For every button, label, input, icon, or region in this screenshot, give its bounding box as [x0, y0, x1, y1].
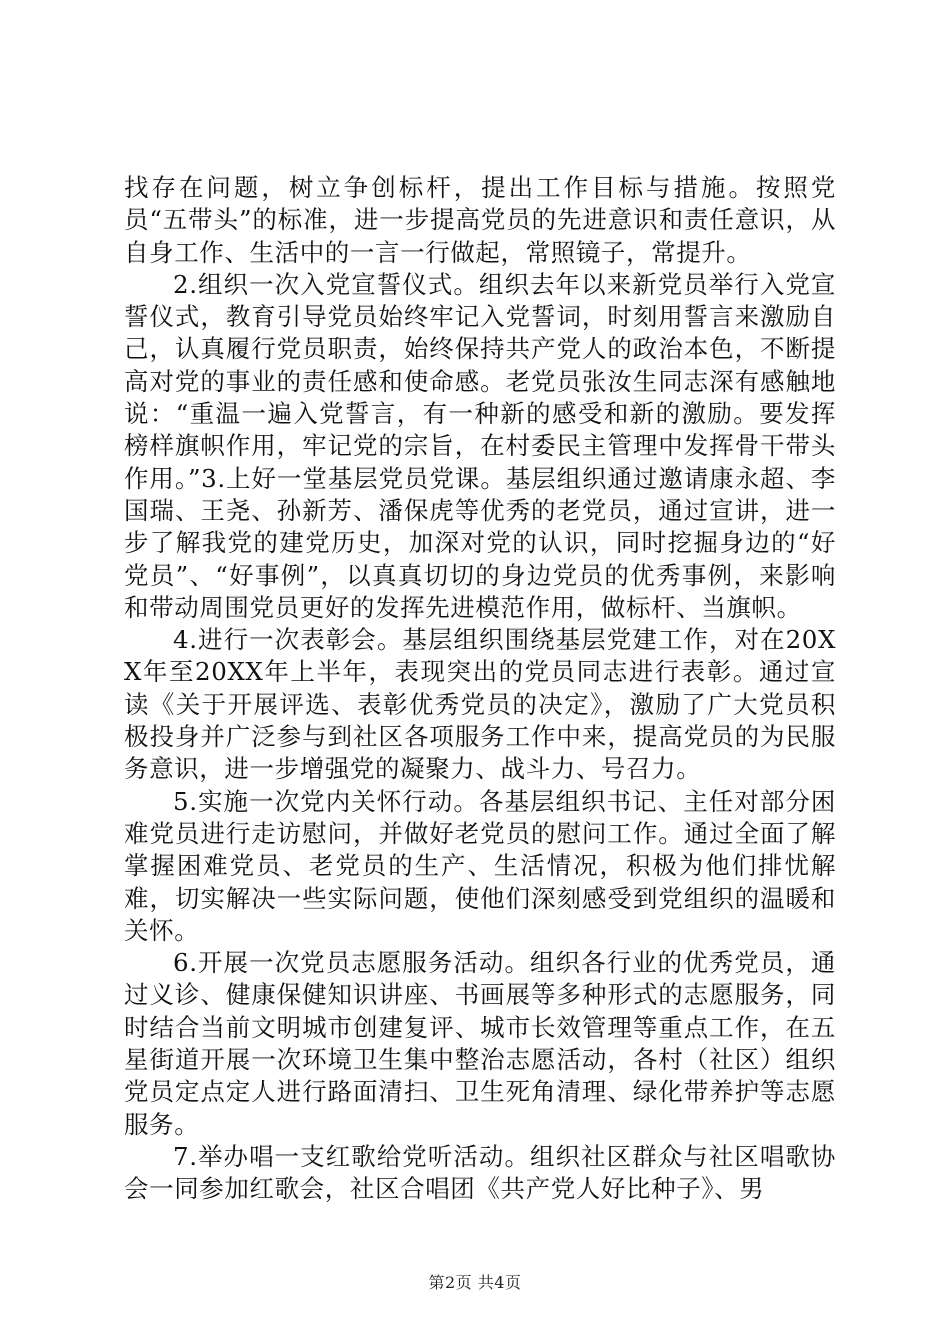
paragraph-item-6: 6.开展一次党员志愿服务活动。组织各行业的优秀党员，通过义诊、健康保健知识讲座、书画展等多种形式的志愿服务，同时结合当前文明城市创建复评、城市长效管理等重点工作，在五星街道开展一次环境卫生集中整治志愿活动，各村（社区）组织党员定点定人进行路面清扫、卫生死角清理、绿化带养护等志愿服务。 — [124, 948, 836, 1139]
page-footer: 第2页 共4页 — [428, 1273, 522, 1292]
paragraph-item-2-3: 2.组织一次入党宣誓仪式。组织去年以来新党员举行入党宣誓仪式，教育引导党员始终牢记入党誓词，时刻用誓言来激励自己，认真履行党员职责，始终保持共产党人的政治本色，不断提高对党的事业的责任感和使命感。老党员张汝生同志深有感触地说：“重温一遍入党誓言，有一种新的感受和新的激励。要发挥榜样旗帜作用，牢记党的宗旨，在村委民主管理中发挥骨干带头作用。”3.上好一堂基层党员党课。基层组织通过邀请康永超、李国瑞、王尧、孙新芳、潘保虎等优秀的老党员，通过宣讲，进一步了解我党的建党历史，加深对党的认识，同时挖掘身边的“好党员”、“好事例”，以真真切切的身边党员的优秀事例，来影响和带动周围党员更好的发挥先进模范作用，做标杆、当旗帜。 — [124, 269, 836, 622]
paragraph-item-7: 7.举办唱一支红歌给党听活动。组织社区群众与社区唱歌协会一同参加红歌会，社区合唱团《共产党人好比种子》、男 — [124, 1141, 836, 1204]
document-body — [124, 172, 836, 1206]
paragraph-continued: 找存在问题，树立争创标杆，提出工作目标与措施。按照党员“五带头”的标准，进一步提高党员的先进意识和责任意识，从自身工作、生活中的一言一行做起，常照镜子，常提升。 — [124, 173, 836, 267]
paragraph-item-4: 4.进行一次表彰会。基层组织围绕基层党建工作，对在20XX年至20XX年上半年，表现突出的党员同志进行表彰。通过宣读《关于开展评选、表彰优秀党员的决定》，激励了广大党员积极投身并广泛参与到社区各项服务工作中来，提高党员的为民服务意识，进一步增强党的凝聚力、战斗力、号召力。 — [124, 625, 836, 784]
paragraph-item-5: 5.实施一次党内关怀行动。各基层组织书记、主任对部分困难党员进行走访慰问，并做好老党员的慰问工作。通过全面了解掌握困难党员、老党员的生产、生活情况，积极为他们排忧解难，切实解决一些实际问题，使他们深刻感受到党组织的温暖和关怀。 — [124, 786, 836, 945]
